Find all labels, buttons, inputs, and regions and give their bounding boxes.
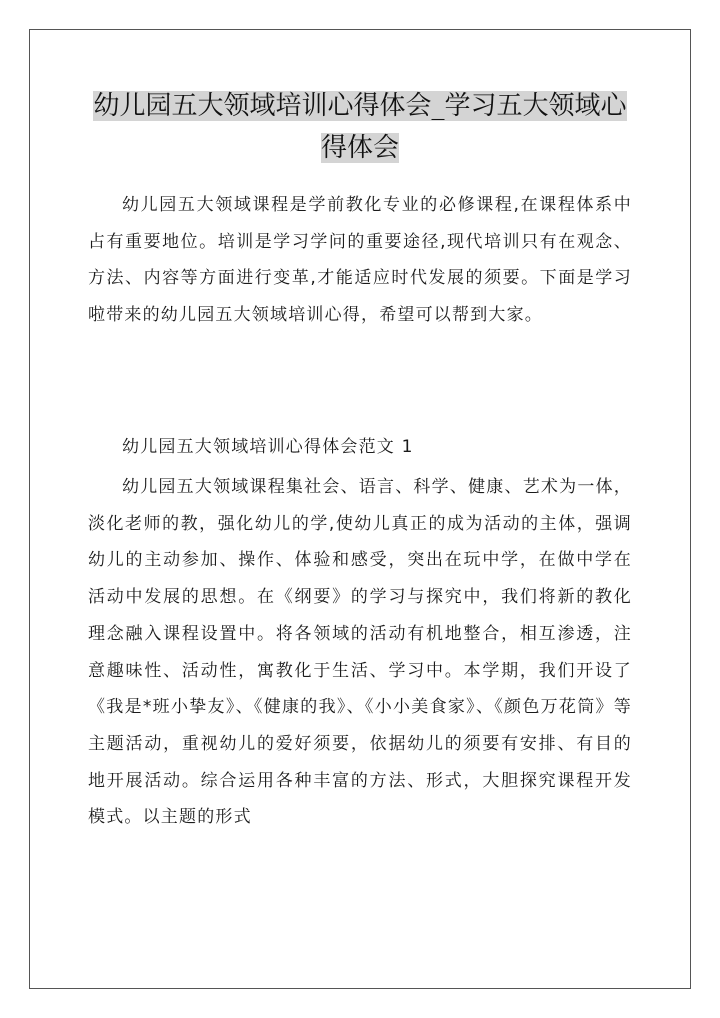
- intro-paragraph: 幼儿园五大领域课程是学前教化专业的必修课程,在课程体系中占有重要地位。培训是学习学问的重要途径,现代培训只有在观念、方法、内容等方面进行变革,才能适应时代发展的须要。下面是学习啦带来的幼儿园五大领域培训心得，希望可以帮到大家。: [88, 195, 632, 325]
- title-line-1: 幼儿园五大领域培训心得体会_学习五大领域心: [93, 91, 627, 121]
- title-line-2: 得体会: [320, 133, 399, 163]
- document-page: [29, 29, 691, 989]
- section-paragraph: 幼儿园五大领域课程集社会、语言、科学、健康、艺术为一体，淡化老师的教，强化幼儿的学,使幼儿真正的成为活动的主体，强调幼儿的主动参加、操作、体验和感受，突出在玩中学，在做中学在活动中发展的思想。在《纲要》的学习与探究中，我们将新的教化理念融入课程设置中。将各领域的活动有机地整合，相互渗透，注意趣味性、活动性，寓教化于生活、学习中。本学期，我们开设了《我是*班小挚友》、《健康的我》、《小小美食家》、《颜色万花筒》等主题活动，重视幼儿的爱好须要，依据幼儿的须要有安排、有目的地开展活动。综合运用各种丰富的方法、形式，大胆探究课程开发模式。以主题的形式: [88, 477, 632, 828]
- section-heading: 幼儿园五大领域培训心得体会范文 1: [122, 437, 414, 457]
- section-heading-block: [88, 429, 632, 466]
- document-title: [30, 85, 690, 169]
- section-body: [88, 469, 632, 836]
- intro-section: [88, 187, 632, 333]
